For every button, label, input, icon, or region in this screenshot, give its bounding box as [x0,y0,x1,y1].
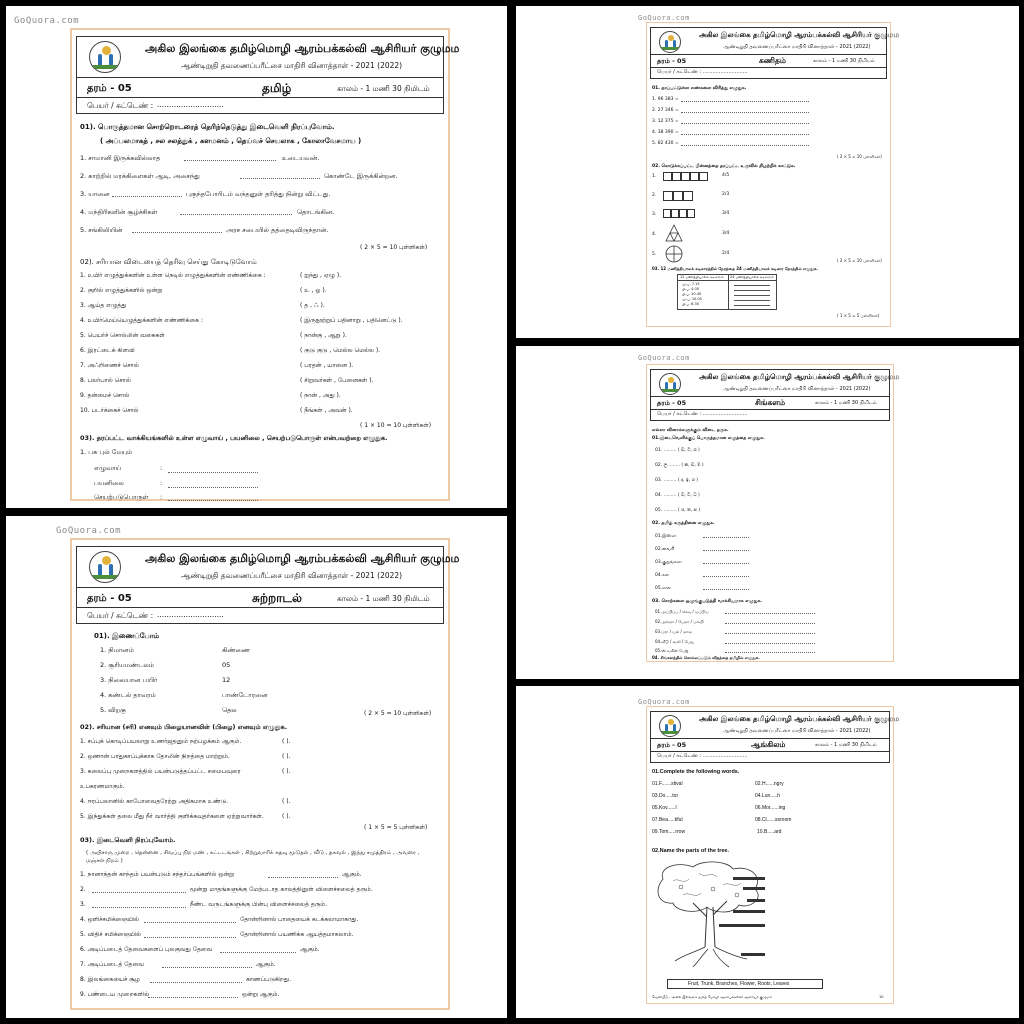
question-1: 01. தரப்பட்டுள்ள எண்களை விரித்து எழுதுக. [652,86,747,91]
list-item-tail: நீண்ட வருடங்களுக்கு பின்பு விளைச்சலைத் தரும். [190,901,328,908]
choice-pair[interactable]: ( ஐந்து , ஏழு ). [300,272,342,279]
colon: : [160,493,163,501]
answer-blank[interactable] [725,613,815,614]
match-left: 2. சூரியமண்டலம் [100,661,155,669]
true-false-blank[interactable]: ( ). [282,753,291,760]
answer-blank[interactable] [703,589,749,590]
answer-blank[interactable] [681,123,809,124]
object-label: செயற்படுபொருள் [94,493,149,501]
choice-pair[interactable]: ( சிறுவர்கள் , பேனைகள் ). [300,377,374,384]
name-field-label: பெயர் / சுட்டெண் : [657,753,702,759]
answer-blank[interactable] [681,145,809,146]
choice-pair[interactable]: ( த , ஃ ). [300,302,325,309]
label-pointer[interactable] [733,910,765,913]
answer-blank[interactable] [144,922,236,923]
association-logo-icon [659,715,681,737]
label-pointer[interactable] [743,887,765,890]
list-item: 1. 96 383 = [652,97,679,102]
list-item: 7. அடிப்படைத் தேவை [80,961,144,968]
answer-blank[interactable] [112,196,182,197]
word-item[interactable]: 06.Mor......ing [755,805,786,811]
name-field-label: பெயர் / சுட்டெண் : [657,69,702,75]
list-item: 04. ......... ( ව, ට, ධ ) [655,493,700,498]
list-item-tail: ஆகும். [256,961,276,968]
association-logo-icon [89,551,121,583]
match-left: 4. கண்டல் தாவரம் [100,691,156,699]
english-paper-panel [516,686,1019,1018]
organization-name: அகில இலங்கை தமிழ்மொழி ஆரம்பக்கல்வி ஆசிரியர் குழுமம [145,552,460,565]
exam-title: ஆண்டிறுதி தவணைப்பரீட்சை மாதிரி வினாத்தாள் - 2021 (2022) [181,571,403,580]
fraction-label: 3/4 [722,231,730,236]
list-item: 05.ஸ் வகின் பேஜ் [655,648,689,653]
answer-blank[interactable] [734,295,770,296]
organization-name: அகில இலங்கை தமிழ்மொழி ஆரம்பக்கல்வி ஆசிரியர் குழுமம [699,31,900,39]
list-item-tail: மூன்று மாதங்களுக்கு மேற்படாத காலத்தினுள் விளைச்சலைத் தரும். [190,886,373,893]
environment-paper-panel [6,516,507,1018]
subject-title: கணிதம் [759,56,786,65]
answer-blank[interactable] [220,952,296,953]
question-2-score: ( 2 × 5 = 10 புள்ளிகள்) [837,258,882,263]
answer-blank[interactable] [703,563,749,564]
grade-label: தரம் - 05 [87,83,132,94]
match-right[interactable]: 12 [222,676,231,684]
question-2: 02). சரியான விடையைத் தெரிவு செய்து கோடிடுவோம் [80,258,257,266]
name-field-dots[interactable]: ............................ [157,100,224,109]
match-right[interactable]: கிண்ணை [222,646,251,654]
list-item: உபகரணமாகும். [80,783,125,790]
answer-blank[interactable] [725,633,815,634]
match-left: 1. நிமானம் [100,646,134,654]
question-3-score: ( 1 × 5 = 5 புள்ளிகள்) [837,313,880,318]
answer-blank[interactable] [144,937,236,938]
question-3: 03. 12 மணித்தியாலக் கடிகாரத்தில் நேரத்தை 24 மணித்தியாலக் கடிகார நேரத்தில் எழுதுக. [652,266,818,271]
table-cell: பி.ப. 4.00 [682,287,699,291]
list-item: 4. ஒளிச்சமிக்ஞையில் [80,916,139,923]
list-item: 5. பெயர்ச் சொல்லின் வகைகள் [80,332,165,339]
list-item: 03. ......... ( ද, ඉ, ශ ) [655,478,699,483]
time-label: காலம் - 1 மணி 30 நிமிடம் [337,84,430,93]
match-right[interactable]: 05 [222,661,231,669]
list-item: 2. [80,886,86,893]
list-item-tail: தோன்றினால் பயணிக்க ஆயத்தமாகலாம். [240,931,354,938]
circle-shape-icon[interactable] [665,245,683,263]
footer-publisher: வெளியீடு - அகில இலங்கை தமிழ் மொழி ஆரம்பக்கல்வி ஆசிரியர் குழுமம் [652,995,773,999]
grade-label: தரம் - 05 [657,57,687,65]
answer-blank[interactable] [703,576,749,577]
word-box-text: Fruit, Trunk, Branches, Flower, Roots, Leaves [688,981,790,987]
choice-pair[interactable]: ( நீங்கள் , அவன் ). [300,407,353,414]
name-field-label: பெயர் / சுட்டெண் : [87,101,154,110]
question-2: 02. தமிழ் கருத்தினை எழுதுக. [652,521,715,526]
match-right[interactable]: தெல [222,706,237,714]
question-3: 03). தரப்பட்ட வாக்கியங்களில் உள்ள எழுவாய் , பயனிலை , செயற்படுபொருள் என்பவற்றை எழுதுக. [80,434,388,442]
fraction-label: 4/5 [722,173,730,178]
question-1-options: ( அப்பலமாகத் , சல சலத்துக் , களமனம் , தெய்வச் செயலாக , கோலாவேசமாய ) [100,137,362,145]
name-field-dots[interactable]: ............................ [703,753,748,759]
list-item: 10. படர்க்கைச் சொல் [80,407,139,414]
list-item: 1. உயிர் எழுத்துக்களின் உள்ள நெடில் எழுத்துக்களின் எண்ணிக்கை : [80,272,266,279]
time-label: காலம் - 1 மணி 30 நிமிடம் [815,400,877,406]
list-item: 9. பண்டைய முறைகளில் [80,991,150,998]
list-item: 04.கல [655,573,669,578]
list-item: 3. [80,901,86,908]
paper-sheet [70,538,460,1010]
name-field-dots[interactable]: ............................ [703,411,748,417]
table-cell: மு.ப. 10.05 [682,297,702,301]
question-1: 01). பொருத்தமான சொற்றொடரைத் தெரிந்தெடுத்து இடைவெளி நிரப்புவோம். [80,123,335,131]
watermark: GoQuora.com [56,526,122,536]
exam-title: ஆண்டிறுதி தவணைப்பரீட்சை மாதிரி வினாத்தாள் - 2021 (2022) [723,386,871,392]
paper-sheet [646,22,900,327]
subject-title: ஆங்கிலம் [751,740,786,749]
true-false-blank[interactable]: ( ). [282,798,291,805]
answer-blank[interactable] [92,907,186,908]
answer-blank[interactable] [150,982,242,983]
grade-label: தரம் - 05 [87,593,132,604]
exam-header [76,36,460,114]
choice-pair[interactable]: ( இருநூற்றுப் பதினாறு , பதினெட்டு ). [300,317,403,324]
list-item-tail: காணப்படுகிறது. [246,976,292,983]
list-item: 1. சப்புக் கொடிப்பயலாறு உணர்ஜதனும் நற்பழக்கம் ஆகும். [80,738,242,745]
time-label: காலம் - 1 மணி 30 நிமிடம் [337,594,430,603]
organization-name: அகில இலங்கை தமிழ்மொழி ஆரம்பக்கல்வி ஆசிரியர் குழுமம [699,373,900,381]
list-item: 2. காற்றில் மரக்கிளைகள் ஆடி, அசைந்து [80,172,200,180]
match-right[interactable]: பாண்டோரனை [222,691,268,699]
question-3: 03. சொற்களை ஒழுங்குபடுத்தி வாக்கியமாக எழுதுக. [652,599,763,604]
question-2-score: ( 1 × 5 = 5 புள்ளிகள்) [364,824,428,831]
shape-number: 2. [652,193,657,198]
exam-title: ஆண்டிறுதி தவணைப்பரீட்சை மாதிரி வினாத்தாள் - 2021 (2022) [181,61,403,70]
list-item: 9. தன்மைச் சொல் [80,392,130,399]
question-3-sentence: 1. பசு புல் மேயும் [80,448,133,456]
answer-blank[interactable] [725,643,815,644]
word-box [667,979,823,989]
list-item: 6. அடிப்படைத் தேவைகளைப் புலகுவது தேவை [80,946,213,953]
paper-sheet [646,706,900,1004]
list-item: 5. 82 430 = [652,141,679,146]
list-item: 01.அப்பிப்ப / கெடி / யப்பிய [655,609,709,614]
exam-header [76,546,460,624]
list-item: 4. மந்திரிகளின் சூழ்ச்சிகள் [80,208,158,216]
answer-blank[interactable] [148,997,238,998]
grade-label: தரம் - 05 [657,741,687,749]
word-item[interactable]: 05.Kov......l [652,805,677,811]
shape-number: 3. [652,212,657,217]
page-number: 10 [879,995,884,999]
answer-blank[interactable] [681,112,809,113]
list-item: 5. சங்கிலியின் [80,226,123,234]
name-field-dots[interactable]: ............................ [157,610,224,619]
name-field-dots[interactable]: ............................ [703,69,748,75]
list-item: 8. இலங்கையைச் சூழ [80,976,140,983]
list-item: 2. 27 346 = [652,108,679,113]
table-header: 24 மணித்தியாலக் கடிகாரம் [730,275,774,279]
answer-blank[interactable] [132,232,222,233]
true-false-blank[interactable]: ( ). [282,738,291,745]
list-item-tail: கொண்டே இருக்கின்றன. [324,172,398,180]
true-false-blank[interactable]: ( ). [282,813,291,820]
answer-blank[interactable] [734,290,770,291]
name-field-label: பெயர் / சுட்டெண் : [87,611,154,620]
question-4: 04. சிங்களத்தில் சொல்லப்படும் விதத்தை தமிழில் எழுதுக. [652,655,760,660]
shape-number: 4. [652,232,657,237]
answer-blank[interactable] [734,305,770,306]
list-item: 4. உயிர்மெய்யெழுத்துக்களின் எண்ணிக்கை : [80,317,203,324]
answer-blank[interactable] [734,300,770,301]
sinhala-paper-panel [516,346,1019,679]
word-item[interactable]: 10.B.....ard [757,829,782,835]
list-item: 01.இஸ்ஸ [655,534,677,539]
answer-blank[interactable] [703,550,749,551]
exam-title: ஆண்டிறுதி தவணைப்பரீட்சை மாதிரி வினாத்தாள் - 2021 (2022) [723,728,871,734]
object-answer[interactable] [168,500,258,501]
colon: : [160,464,163,472]
answer-blank[interactable] [268,877,338,878]
list-item-tail: ஒன்று ஆகும். [242,991,280,998]
predicate-answer[interactable] [168,487,258,488]
table-cell: மு.ப. 7.15 [682,282,700,286]
table-cell: பி.ப. 6.30 [682,302,699,306]
shape-number: 1. [652,174,657,179]
label-pointer[interactable] [747,899,765,902]
list-item: 5. விதிச் சமிக்ஞையில் [80,931,141,938]
question-2-score: ( 1 × 10 = 10 புள்ளிகள்) [360,422,432,429]
word-item[interactable]: 01.F.......stival [652,781,683,787]
subject-label: எழுவாய் [94,464,122,472]
word-item[interactable]: 09.Tom.....rrow [652,829,686,835]
true-false-blank[interactable]: ( ). [282,768,291,775]
instructions: எல்லா வினாக்களுக்கும் விடை தருக. [652,428,729,433]
word-item[interactable]: 04.Lun.....h [755,793,781,799]
list-item: 2. ஒணான் பாதுகாப்புக்காக தோலின் நிறத்தை மாற்றும். [80,753,230,760]
list-item-tail: புகுந்தபோரிடம் வந்தனுள் தரித்து நின்று விட்டது. [186,190,331,198]
association-logo-icon [659,373,681,395]
paper-sheet [646,364,900,662]
list-item: 05.ஸல [655,586,671,591]
answer-blank[interactable] [184,160,276,161]
table-header: 12 மணித்தியாலக் கடிகாரம் [680,275,724,279]
question-1-score: ( 2 × 5 = 10 புள்ளிகள்) [360,244,428,251]
list-item: 01. ......... ( ඩ, ට, ශ ) [655,448,700,453]
list-item: 03.ப்ரா / யல் / மாவ [655,629,693,634]
list-item-tail: தோன்றினால் பாதையைக் கடக்கலாமாகாது. [240,916,359,923]
watermark: GoQuora.com [638,354,690,362]
choice-pair[interactable]: ( பரதன் , யானை ). [300,362,354,369]
exam-header [650,369,900,421]
list-item-tail: ஆகும். [342,871,362,878]
list-item-tail: உடையவன். [282,154,320,162]
list-item: 5. இந்துக்கள் தலை மீது நீர் வார்த்தி குளிக்கவுதர்களை ஏற்றுவார்கள். [80,813,264,820]
watermark: GoQuora.com [638,698,690,706]
colon: : [160,479,163,487]
exam-header [650,27,900,79]
list-item: 4. 38 390 = [652,130,679,135]
paper-sheet [70,28,460,501]
list-item: 8. பலர்பால் சொல் [80,377,131,384]
answer-blank[interactable] [240,178,320,179]
list-item: 7. அஃறிணைச் சொல் [80,362,139,369]
list-item: 02.வைசி [655,547,675,552]
answer-blank[interactable] [162,967,252,968]
answer-blank[interactable] [681,134,809,135]
list-item: 03.குறுங்கஸ [655,560,682,565]
answer-blank[interactable] [734,285,770,286]
answer-blank[interactable] [725,652,815,653]
question-2: 02. கொடுக்கப்பட்ட பின்னத்தை தரப்பட்ட உருவில் நிழற்றிக் காட்டுக. [652,164,796,169]
match-left: 5. விறகு [100,706,126,714]
subject-title: தமிழ் [262,81,292,95]
match-left: 3. நிலையான பயிர் [100,676,158,684]
question-1: 01). இணைப்போம் [94,632,160,640]
answer-blank[interactable] [703,537,749,538]
table-cell: பி.ப. 10.45 [682,292,702,296]
list-item: 1. நானாந்தன் காந்தம் பயன்படும் சந்தர்ப்பங்களில் ஒன்று [80,871,235,878]
word-item[interactable]: 02.H......ngry [755,781,784,787]
list-item-tail: தொடங்கின. [297,208,335,216]
choice-pair[interactable]: ( நான்கு , ஆறு ). [300,332,347,339]
question-1-score: ( 2 × 5 = 10 புள்ளிகள்) [837,154,882,159]
list-item: 1. சாமானி இருக்கவில்லாத [80,154,161,162]
association-logo-icon [89,41,121,73]
subject-answer[interactable] [168,472,258,473]
fraction-label: 2/3 [722,192,730,197]
exam-header [650,711,900,763]
list-item: 3. கலைப்பு முறைகளத்தில் பயன்படுத்தப்பட்ட சமைபவுரை [80,768,241,775]
exam-title: ஆண்டிறுதி தவணைப்பரீட்சை மாதிரி வினாத்தாள் - 2021 (2022) [723,44,871,50]
watermark: GoQuora.com [14,16,80,26]
time-label: காலம் - 1 மணி 30 நிமிடம் [813,58,875,64]
name-field-label: பெயர் / சுட்டெண் : [657,411,702,417]
choice-pair[interactable]: ( குடு குடு , மெல்ல மெல்ல ). [300,347,381,354]
organization-name: அகில இலங்கை தமிழ்மொழி ஆரம்பக்கல்வி ஆசிரியர் குழுமம [145,42,460,55]
word-item[interactable]: 07.Bea.....tiful [652,817,683,823]
word-item[interactable]: 08.Cl......ssroom [755,817,792,823]
association-logo-icon [659,31,681,53]
fraction-label: 3/4 [722,211,730,216]
time-conversion-table [677,274,777,310]
predicate-label: பயனிலை [94,479,124,487]
list-item-tail: அரச சபையில் தத்தைடிவிருந்தான். [226,226,329,234]
list-item: 3. யானை [80,190,110,198]
label-pointer[interactable] [719,924,765,927]
question-2: 02). சரியான (சரி) எனவும் பிழையானவிள் (பிழை) எனவும் எழுதுக. [80,723,288,731]
question-3-options: ( அயிசாரு முறை , தென்னை , சிவப்பு நிற மண் , கட்டடங்கள் , சிற்றுவாரிக் கதவு மூடுதல் , வீடு , தகவல் , இந்து சமுத்திரம் , அவரை , மஞ்சள் நிறம் ) [86,850,420,864]
label-pointer[interactable] [733,877,765,880]
watermark: GoQuora.com [638,14,690,22]
choice-pair[interactable]: ( நான் , அது ). [300,392,341,399]
list-item: 04.வீடு / வலி / பேஜ [655,639,694,644]
list-item: 4. ஈரப்பலானில் காபோவைதரேற்று அதிகமாக உண்டு. [80,798,229,805]
answer-blank[interactable] [681,101,809,102]
list-item: 2. குறில் எழுத்துக்களில் ஒன்று [80,287,163,294]
list-item: 6. இரட்டைக் கிளவி [80,347,135,354]
time-label: காலம் - 1 மணி 30 நிமிடம் [815,742,877,748]
choice-pair[interactable]: ( உ , ஓ ). [300,287,327,294]
organization-name: அகில இலங்கை தமிழ்மொழி ஆரம்பக்கல்வி ஆசிரியர் குழுமம [699,715,900,723]
list-item: 02. ල......... ( ක, ඩ, ම ) [655,463,704,468]
fraction-label: 2/4 [722,251,730,256]
tamil-paper-panel [6,6,507,508]
question-3: 03). இடைவெளி நிரப்புவோம். [80,836,176,844]
grade-label: தரம் - 05 [657,399,687,407]
maths-paper-panel [516,6,1019,338]
label-pointer[interactable] [741,953,765,956]
word-item[interactable]: 03.Do.....tor [652,793,679,799]
answer-blank[interactable] [725,623,815,624]
list-item: 02.அம்மா / பேமா / பலயி [655,619,704,624]
question-1-score: ( 2 × 5 = 10 புள்ளிகள்) [364,710,432,717]
question-2: 02.Name the parts of the tree. [652,848,730,854]
list-item: 3. 12 375 = [652,119,679,124]
subject-title: சிங்களம் [755,398,786,407]
subject-title: சுற்றாடல் [252,591,302,605]
answer-blank[interactable] [92,892,186,893]
question-1: 01.Complete the following words. [652,769,740,775]
list-item-tail: ஆகும். [300,946,320,953]
shape-number: 5. [652,252,657,257]
list-item: 05. ......... ( ශ, ත, ස ) [655,508,701,513]
list-item: 3. ஆய்த எழுத்து [80,302,127,309]
question-1: 01.இடைவெளிக்குப் பொருத்தமான எழுத்தை எழுதுக. [652,436,765,441]
answer-blank[interactable] [180,214,292,215]
triangle-shape-icon[interactable] [665,224,683,242]
